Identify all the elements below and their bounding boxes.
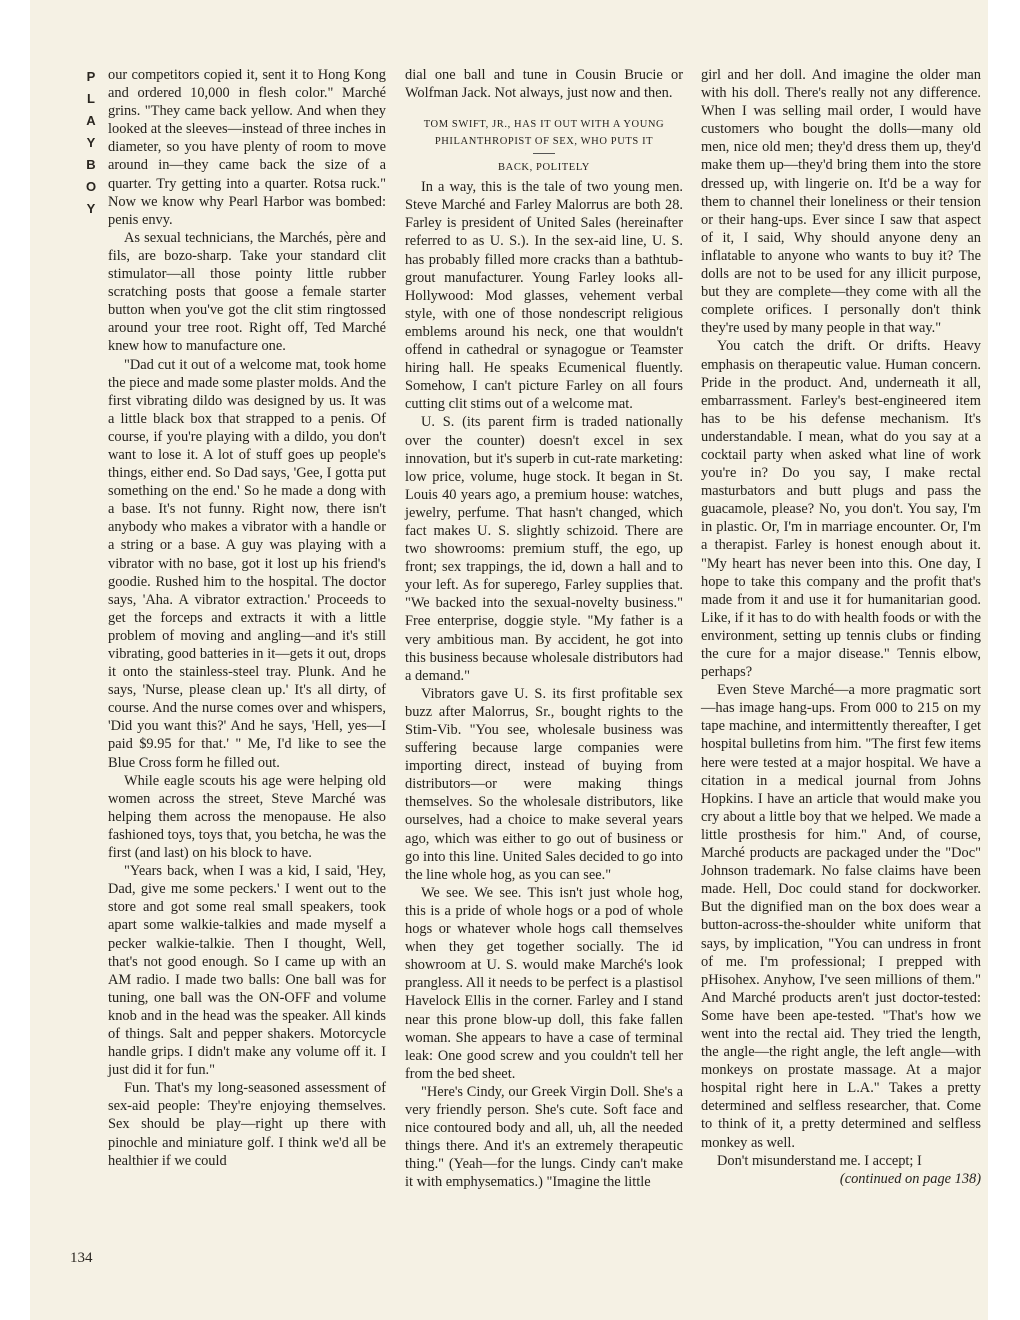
masthead-letter: Y [86, 135, 96, 150]
paragraph: You catch the drift. Or drifts. Heavy emphasis on therapeutic value. Human concern. Pride in the product. And, underneath it all, embarrassment. Farley's best-engineered item has to be his defense mechanism. It's understandable. I mean, what do you say at a cocktail party when asked what line of work you're in? Do you say, I make rectal masturbators and butt plugs and pass the guacamole, please? No, you don't. You say, I'm in plastic. Or, I'm in marriage encounter. Or, I'm a therapist. Farley is honest enough about it. "My heart has never been into this. One day, I hope to take this company and the profit that's made from it and use it for humanitarian good. Like, if it has to do with health foods or with the environment, setting up tennis clubs or finding the cure for a major disease." Tennis elbow, perhaps? [701, 338, 981, 681]
column-3 [701, 66, 981, 1188]
paragraph: "Years back, when I was a kid, I said, 'Hey, Dad, give me some peckers.' I went out to the store and got some real small speakers, took apart some walkie-talkies and made myself a pecker walkie-talkie. Then I thought, Well, that's not good enough. So I came up with an AM radio. I made two balls: One ball was for tuning, one ball was the ON-OFF and volume knob and in the head was the speaker. All kinds of things. Salt and pepper shakers. Motorcycle handle grips. I didn't make any volume off it. I just did it for fun." [108, 863, 386, 1079]
paragraph: Vibrators gave U. S. its first profitable sex buzz after Malorrus, Sr., bought rights to the Stim-Vib. "You see, wholesale business was suffering because large companies were importing direct, instead of buying from distributors—or were making things themselves. So the wholesale distributors, like ourselves, had a choice to make several years ago, which was either to go out of business or go into this line. United Sales decided to go into the line whole hog, as you can see." [405, 685, 683, 883]
paragraph: We see. We see. This isn't just whole hog, this is a pride of whole hogs or a pod of whole hogs or whatever whole hogs call themselves when they get together socially. The id showroom at U. S. would make Marché's look prangless. All it needs to be perfect is a plastisol Havelock Ellis in the corner. Farley and I stand near this prone blow-up doll, this fake fallen woman. She appears to have a case of terminal leak: One good screw and you couldn't tell her from the bed sheet. [405, 884, 683, 1082]
masthead-letter: L [87, 91, 95, 106]
column-1 [108, 66, 386, 1170]
paragraph: In a way, this is the tale of two young men. Steve Marché and Farley Malorrus are both 28. Farley is president of United Sales (hereinafter referred to as U. S.). In the sex-aid line, U. S. has probably filled more cracks than a bathtub-grout manufacturer. Young Farley looks all-Hollywood: Mod glasses, vehement verbal style, with one of those nondescript religious emblems around his neck, one that wouldn't offend in cathedral or synagogue or Teamster hiring hall. He speaks Ecumenical fluently. Somehow, I can't picture Farley on all fours cutting clit stims out of a welcome mat. [405, 179, 683, 413]
subhead-line: TOM SWIFT, JR., HAS IT OUT WITH A YOUNG [423, 119, 665, 131]
masthead-vertical [82, 66, 100, 220]
paragraph: girl and her doll. And imagine the older man with his doll. There's really not any difference. When I was selling mail order, I would have customers who bought the dolls—many old men, nice old men; they'd dress them up, they'd make them up—they'd bring them into the store dressed up, with lingerie on. It'd be a way for them to channel their loneliness or their tension or their hang-ups. Ever since I saw that aspect of it, I said, Why should anyone deny an inflatable to anyone who wants to buy it? The dolls are not to be used for any illicit purpose, but they are complete—they come with all the complete orifices. I personally don't think they're used by many people in that way." [701, 67, 981, 337]
column-2 [405, 66, 683, 1191]
paragraph: "Dad cut it out of a welcome mat, took home the piece and made some plaster molds. And the first vibrating dildo was designed by us. It was a little black box that strapped to a penis. Of course, if you're playing with a dildo, you don't want to lose it. A lot of stuff goes up people's things, either end. So Dad says, 'Gee, I gotta put something on the end.' So he made a dong with a base. It's not funny. Right now, there isn't anybody who makes a vibrator with a handle or a string or a base. A guy was playing with a vibrator with no base, got it lost up his friend's goodie. Rushed him to the hospital. The doctor says, 'Aha. A vibrator extraction.' Proceeds to get the forceps and extracts it with a little problem of moving and angling—and it's still vibrating, good batteries in it—gets it out, drops it onto the stainless-steel tray. Plunk. And he says, 'Nurse, please clean up.' It's all dirty, of course. And the nurse comes over and whispers, 'Did you want this?' And he says, 'Hell, yes—I paid $9.95 for that.' " Me, I'd like to see the Blue Cross form he filled out. [108, 356, 386, 771]
subhead-line: PHILANTHROPIST OF SEX, WHO PUTS IT [434, 136, 654, 148]
paragraph: As sexual technicians, the Marchés, père and fils, are bozo-sharp. Take your standard clit stimulator—all those pointy little rubber scratching posts that goose a female starter button when you've got the clit stim ringtossed around your tree root. Right off, Ted Marché knew how to manufacture one. [108, 229, 386, 355]
masthead-letter: Y [86, 201, 96, 216]
masthead-letter: P [86, 69, 96, 84]
section-subhead [405, 116, 683, 176]
subhead-line: BACK, POLITELY [498, 162, 590, 174]
paragraph: our competitors copied it, sent it to Hong Kong and ordered 10,000 in flesh color." Marché grins. "They came back yellow. And when they looked at the sleeves—instead of three inches in diameter, so you have plenty of room to move around in—they came back the size of a quarter. Try getting into a quarter. Rotsa ruck." Now we know why Pearl Harbor was bombed: penis envy. [108, 67, 386, 228]
paragraph: Even Steve Marché—a more pragmatic sort—has image hang-ups. From 000 to 215 on my tape machine, and intermittently thereafter, I get hospital bulletins from him. "The first few items here were tested at a major hospital. We have a citation in a medical journal from Johns Hopkins. I have an article that would make you cry about a little boy that we helped. We made a little prosthesis for him." And, of course, Marché products are packaged under the "Doc" Johnson trademark. No false claims have been made. Hell, Doc could stand for dockworker. But the dignified man on the box does wear a button-across-the-shoulder white uniform that says, by implication, "You can undress in front of me. I'm professional; I prepped with pHisohex. Anyhow, I've seen millions of them." And Marché products aren't just doctor-tested: Some have been ape-tested. "That's how we went into the rectal aid. They tried the length, the angle—the right angle, the left angle—with monkeys on prostate massage. At a major hospital right here in L.A." Takes a pretty determined and selfless researcher, that. Come to think of it, a pretty determined and selfless monkey as well. [701, 682, 981, 1151]
masthead-letter: A [86, 113, 96, 128]
paragraph: Fun. That's my long-seasoned assessment of sex-aid people: They're enjoying themselves. Sex should be play—right up there with pinochle and miniature golf. I think we'd all be healthier if we could [108, 1080, 386, 1169]
paragraph: dial one ball and tune in Cousin Brucie or Wolfman Jack. Not always, just now and then. [405, 67, 683, 102]
paragraph: Don't misunderstand me. I accept; I [717, 1152, 922, 1169]
page-number: 134 [70, 1250, 93, 1266]
paragraph: "Here's Cindy, our Greek Virgin Doll. She's a very friendly person. She's cute. Soft face and nice contoured body and all, uh, all the needed things there. And it's an extremely therapeutic thing." (Yeah—for the lungs. Cindy can't make it with emphysematics.) "Imagine the little [405, 1083, 683, 1191]
masthead-letter: O [85, 179, 97, 194]
paragraph: U. S. (its parent firm is traded nationally over the counter) doesn't excel in sex innovation, but it's superb in cut-rate marketing: low price, volume, huge stock. It began in St. Louis 40 years ago, a premium house: watches, jewelry, perfume. That hasn't changed, which fact makes U. S. slightly schizoid. There are two showrooms: premium stuff, the ego, up front; sex trappings, the id, down a hall and to your left. As for superego, Farley supplies that. "We backed into the sexual-novelty business." Free enterprise, doggie style. "My father is a very ambitious man. By accident, he got into this business because wholesale distributors had a demand." [405, 414, 683, 684]
masthead-letter: B [86, 157, 96, 172]
magazine-page [30, 0, 988, 1320]
subhead-rule [533, 153, 555, 154]
paragraph: While eagle scouts his age were helping old women across the street, Steve Marché was helping them across the menopause. He also fashioned toys, toys that, you betcha, he was the first (and last) on his block to have. [108, 772, 386, 862]
continued-note: (continued on page 138) [839, 1170, 981, 1187]
